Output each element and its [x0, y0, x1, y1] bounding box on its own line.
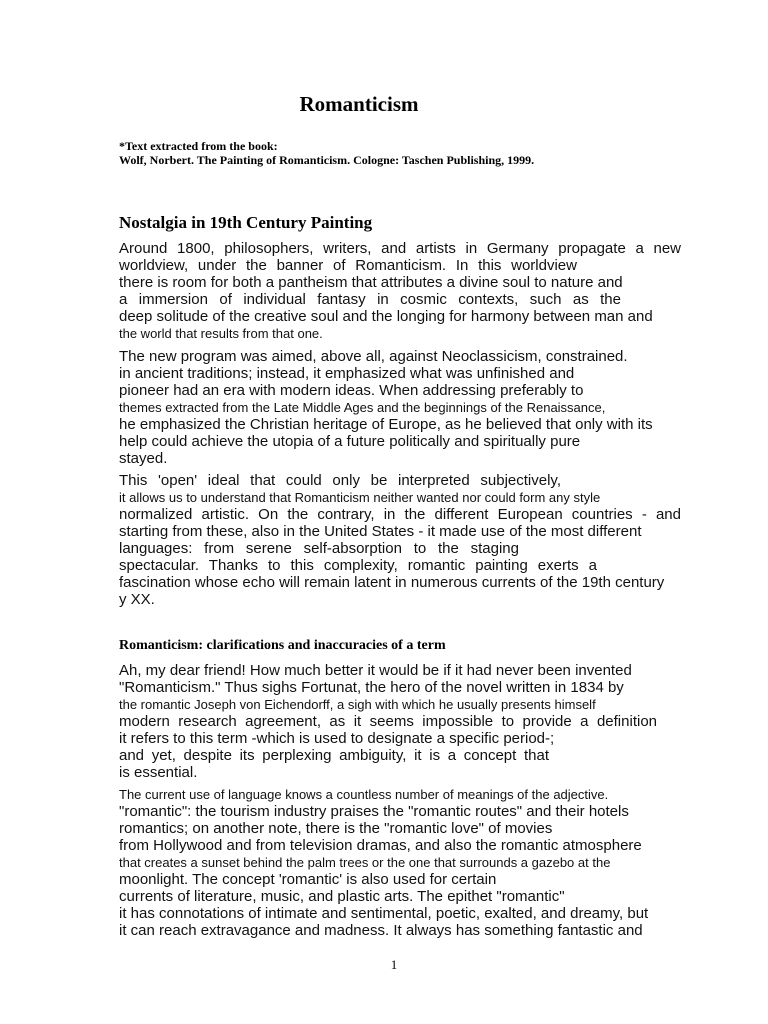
text-line: stayed.	[119, 450, 168, 467]
text-line: Ah, my dear friend! How much better it would be if it had never been invented	[119, 662, 632, 679]
text-line: it allows us to understand that Romanticism neither wanted nor could form any style	[119, 490, 601, 505]
text-line: the world that results from that one.	[119, 326, 323, 341]
text-line: help could achieve the utopia of a future politically and spiritually pure	[119, 433, 581, 450]
text-line: "romantic": the tourism industry praises the "romantic routes" and their hotels	[119, 803, 629, 820]
paragraph-5	[119, 786, 681, 939]
text-line: The current use of language knows a countless number of meanings of the adjective.	[119, 787, 609, 802]
page-number: 1	[390, 957, 398, 972]
text-line: worldview, under the banner of Romanticism. In this worldview	[119, 257, 577, 274]
text-line: is essential.	[119, 764, 198, 781]
text-line: he emphasized the Christian heritage of Europe, as he believed that only with its	[119, 416, 653, 433]
paragraph-4	[119, 662, 681, 781]
text-line: moonlight. The concept 'romantic' is also used for certain	[119, 871, 497, 888]
source-reference: Wolf, Norbert. The Painting of Romanticism. Cologne: Taschen Publishing, 1999.	[119, 153, 535, 167]
text-line: modern research agreement, as it seems impossible to provide a definition	[119, 713, 657, 730]
text-line: the romantic Joseph von Eichendorff, a sigh with which he usually presents himself	[119, 697, 596, 712]
text-line: languages: from serene self-absorption to the staging	[119, 540, 519, 557]
text-line: a immersion of individual fantasy in cosmic contexts, such as the	[119, 291, 621, 308]
text-line: This 'open' ideal that could only be interpreted subjectively,	[119, 472, 561, 489]
text-line: there is room for both a pantheism that attributes a divine soul to nature and	[119, 274, 623, 291]
text-line: spectacular. Thanks to this complexity, romantic painting exerts a	[119, 557, 597, 574]
paragraph-2	[119, 348, 681, 467]
text-line: it can reach extravagance and madness. It always has something fantastic and	[119, 922, 643, 939]
text-line: and yet, despite its perplexing ambiguity, it is a concept that	[119, 747, 549, 764]
text-line: from Hollywood and from television dramas, and also the romantic atmosphere	[119, 837, 642, 854]
text-line: themes extracted from the Late Middle Ages and the beginnings of the Renaissance,	[119, 400, 606, 415]
text-line: y XX.	[119, 591, 155, 608]
text-line: Around 1800, philosophers, writers, and artists in Germany propagate a new	[119, 240, 681, 257]
section-heading-clarifications: Romanticism: clarifications and inaccuracies of a term	[119, 638, 446, 653]
source-citation	[119, 139, 679, 167]
source-note: *Text extracted from the book:	[119, 139, 278, 153]
text-line: in ancient traditions; instead, it emphasized what was unfinished and	[119, 365, 575, 382]
text-line: starting from these, also in the United States - it made use of the most different	[119, 523, 642, 540]
text-line: currents of literature, music, and plastic arts. The epithet "romantic"	[119, 888, 565, 905]
text-line: "Romanticism." Thus sighs Fortunat, the hero of the novel written in 1834 by	[119, 679, 624, 696]
paragraph-1	[119, 240, 681, 342]
text-line: deep solitude of the creative soul and the longing for harmony between man and	[119, 308, 653, 325]
text-line: The new program was aimed, above all, against Neoclassicism, constrained.	[119, 348, 628, 365]
text-line: fascination whose echo will remain latent in numerous currents of the 19th century	[119, 574, 665, 591]
text-line: pioneer had an era with modern ideas. When addressing preferably to	[119, 382, 584, 399]
text-line: it refers to this term -which is used to designate a specific period-;	[119, 730, 555, 747]
page-title: Romanticism	[299, 92, 419, 116]
text-line: romantics; on another note, there is the "romantic love" of movies	[119, 820, 553, 837]
text-line: normalized artistic. On the contrary, in the different European countries - and	[119, 506, 681, 523]
text-line: it has connotations of intimate and sentimental, poetic, exalted, and dreamy, but	[119, 905, 649, 922]
section-heading-nostalgia: Nostalgia in 19th Century Painting	[119, 213, 373, 232]
text-line: that creates a sunset behind the palm trees or the one that surrounds a gazebo at the	[119, 855, 611, 870]
paragraph-3	[119, 472, 681, 608]
